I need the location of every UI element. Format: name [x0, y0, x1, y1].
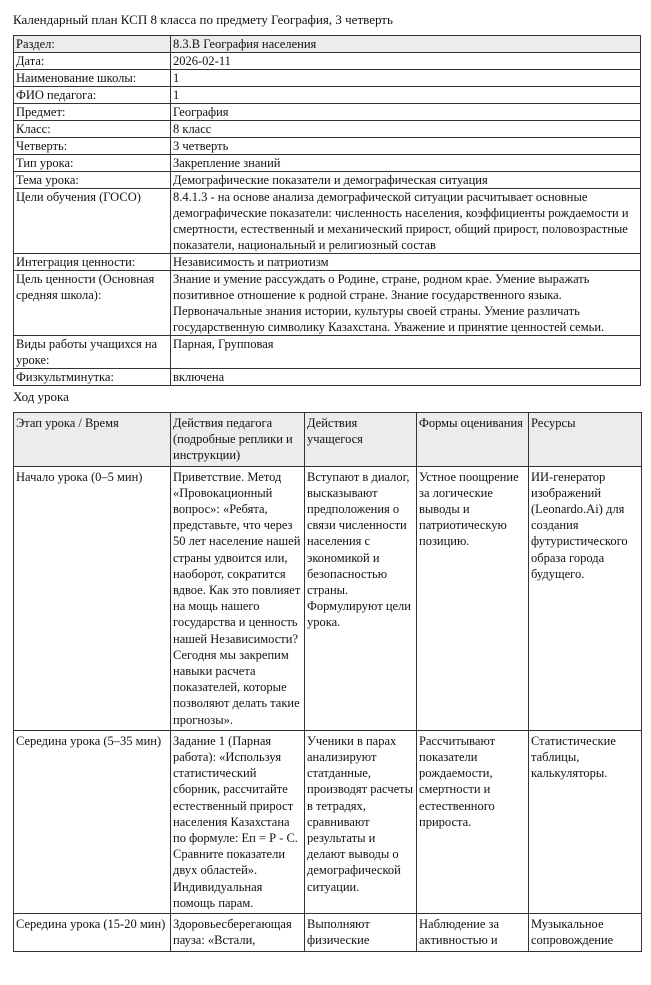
info-value: География [171, 104, 641, 121]
info-label: Интеграция ценности: [14, 254, 171, 271]
info-label: Физкультминутка: [14, 369, 171, 386]
plan-header-assessment: Формы оценивания [417, 413, 529, 467]
info-label: Цели обучения (ГОСО) [14, 189, 171, 254]
info-label: Раздел: [14, 36, 171, 53]
plan-assessment: Наблюдение за активностью и [417, 914, 529, 951]
info-row [14, 336, 641, 369]
info-value: 3 четверть [171, 138, 641, 155]
plan-header-teacher: Действия педагога (подробные реплики и инструкции) [171, 413, 305, 467]
info-value: Знание и умение рассуждать о Родине, стране, родном крае. Умение выражать позитивное отношение к родной стране. Знание государственного языка. Первоначальные знания истории, культуры своей страны. Умение различать государственную символику Казахстана. Уважение и принятие ценностей семьи. [171, 271, 641, 336]
info-row [14, 138, 641, 155]
plan-stage: Середина урока (15-20 мин) [14, 914, 171, 951]
plan-header-resources: Ресурсы [529, 413, 642, 467]
info-label: Четверть: [14, 138, 171, 155]
info-row [14, 121, 641, 138]
info-value: 8.3.В География населения [171, 36, 641, 53]
info-row [14, 36, 641, 53]
info-label: ФИО педагога: [14, 87, 171, 104]
info-row [14, 70, 641, 87]
info-row [14, 104, 641, 121]
plan-header-student: Действия учащегося [305, 413, 417, 467]
info-label: Тип урока: [14, 155, 171, 172]
plan-student: Выполняют физические [305, 914, 417, 951]
plan-resources: ИИ-генератор изображений (Leonardo.Ai) для создания футуристического образа города будущего. [529, 466, 642, 730]
info-row [14, 271, 641, 336]
info-value: Парная, Групповая [171, 336, 641, 369]
plan-resources: Статистические таблицы, калькуляторы. [529, 730, 642, 913]
info-value: включена [171, 369, 641, 386]
info-label: Предмет: [14, 104, 171, 121]
plan-assessment: Устное поощрение за логические выводы и патриотическую позицию. [417, 466, 529, 730]
info-row [14, 189, 641, 254]
plan-student: Вступают в диалог, высказывают предположения о связи численности населения с экономикой и безопасностью страны. Формулируют цели урока. [305, 466, 417, 730]
info-label: Тема урока: [14, 172, 171, 189]
plan-stage: Середина урока (5–35 мин) [14, 730, 171, 913]
section-title: Ход урока [13, 389, 69, 404]
plan-resources: Музыкальное сопровождение [529, 914, 642, 951]
info-value: Независимость и патриотизм [171, 254, 641, 271]
info-value: 1 [171, 87, 641, 104]
info-label: Виды работы учащихся на уроке: [14, 336, 171, 369]
info-value: Демографические показатели и демографическая ситуация [171, 172, 641, 189]
lesson-plan-table [13, 412, 642, 952]
info-value: 2026-02-11 [171, 53, 641, 70]
info-label: Дата: [14, 53, 171, 70]
plan-teacher: Здоровьесберегающая пауза: «Встали, [171, 914, 305, 951]
info-row [14, 53, 641, 70]
info-row [14, 369, 641, 386]
plan-assessment: Рассчитывают показатели рождаемости, смертности и естественного прироста. [417, 730, 529, 913]
info-label: Цель ценности (Основная средняя школа): [14, 271, 171, 336]
info-value: Закрепление знаний [171, 155, 641, 172]
info-row [14, 155, 641, 172]
lesson-info-table [13, 35, 641, 386]
plan-student: Ученики в парах анализируют статданные, производят расчеты в тетрадях, сравнивают результаты и делают выводы о демографической ситуации. [305, 730, 417, 913]
plan-row [14, 914, 642, 951]
plan-header-stage: Этап урока / Время [14, 413, 171, 467]
info-label: Класс: [14, 121, 171, 138]
info-row [14, 87, 641, 104]
plan-teacher: Задание 1 (Парная работа): «Используя статистический сборник, рассчитайте естественный прирост населения Казахстана по формуле: Еп = Р - С. Сравните показатели двух областей». Индивидуальная помощь парам. [171, 730, 305, 913]
document-title: Календарный план КСП 8 класса по предмету География, 3 четверть [13, 12, 393, 27]
info-row [14, 254, 641, 271]
info-label: Наименование школы: [14, 70, 171, 87]
plan-header-row [14, 413, 642, 467]
info-value: 8 класс [171, 121, 641, 138]
plan-stage: Начало урока (0–5 мин) [14, 466, 171, 730]
info-value: 1 [171, 70, 641, 87]
plan-teacher: Приветствие. Метод «Провокационный вопрос»: «Ребята, представьте, что через 50 лет население нашей страны удвоится или, наоборот, сократится вдвое. Как это повлияет на мощь нашего государства и ценность нашей Независимости? Сегодня мы закрепим навыки расчета показателей, которые позволяют делать такие прогнозы». [171, 466, 305, 730]
plan-row [14, 730, 642, 913]
info-row [14, 172, 641, 189]
info-value: 8.4.1.3 - на основе анализа демографической ситуации расчитывает основные демографические показатели: численность населения, коэффициенты рождаемости и смертности, естественный и механический прирост, общий прирост, половозрастные показатели, национальный и религиозный состав [171, 189, 641, 254]
plan-row [14, 466, 642, 730]
